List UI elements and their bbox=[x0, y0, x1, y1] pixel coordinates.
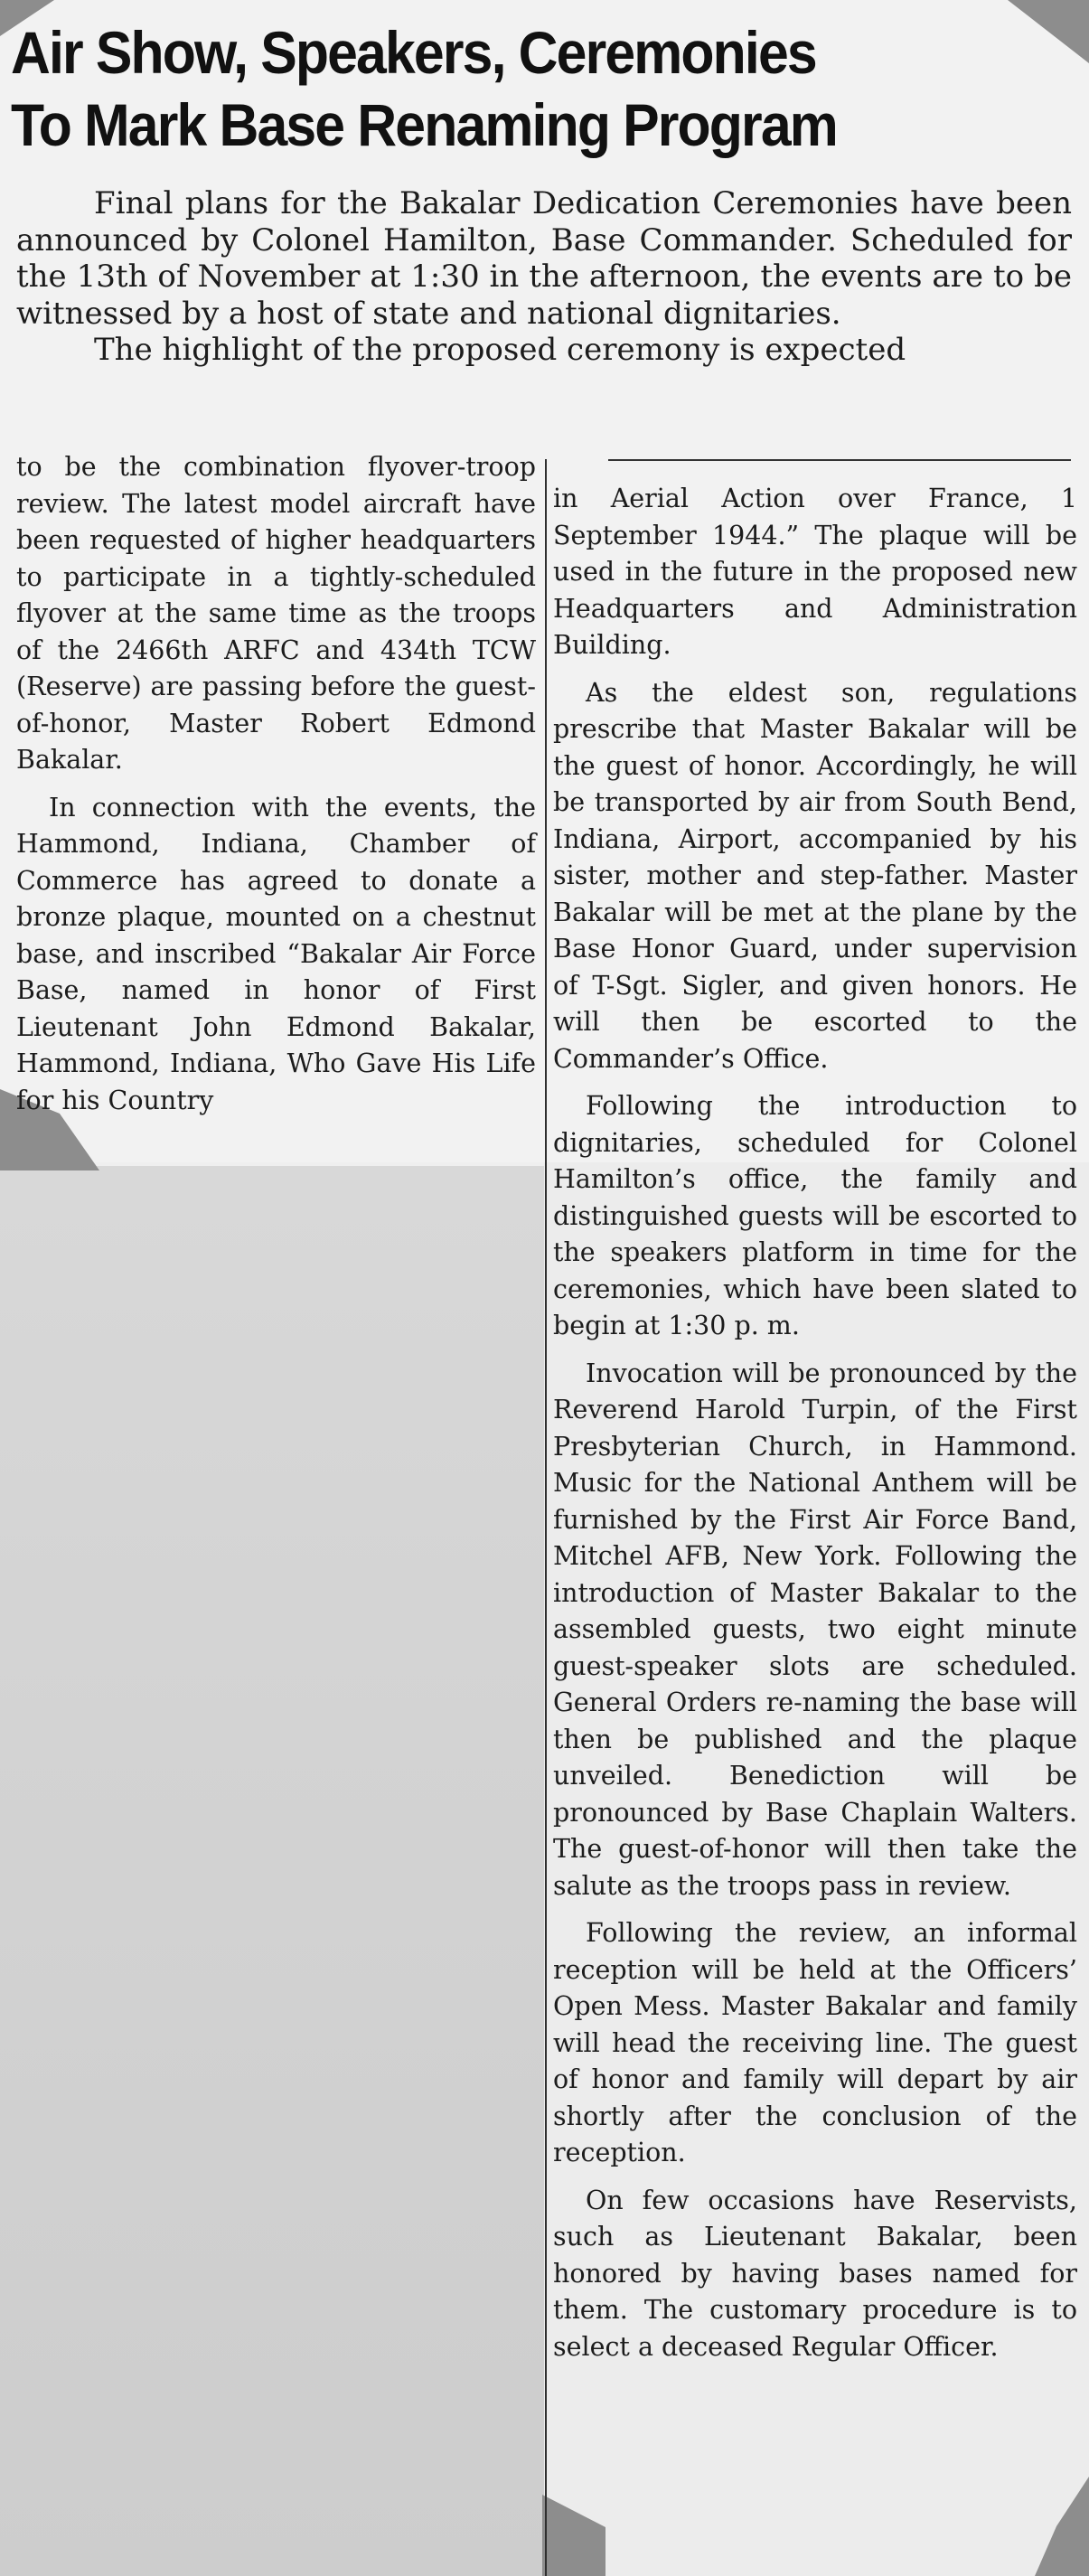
right-paragraph-5: Following the review, an informal reception will be held at the Officers’ Open Mess. Master Bakalar and family will head the receiving line. The guest of honor and family will depart by air shortly after the conclusion of the reception. bbox=[553, 1918, 1077, 2167]
right-paragraph-6: On few occasions have Reservists, such as Lieutenant Bakalar, been honored by having bases named for them. The customary procedure is to select a deceased Regular Officer. bbox=[553, 2185, 1077, 2362]
headline-line-2: To Mark Base Renaming Program bbox=[11, 91, 837, 158]
column-rule-vertical bbox=[545, 459, 547, 2576]
right-column bbox=[553, 481, 1077, 2376]
left-paragraph-2: In connection with the events, the Hammond, Indiana, Chamber of Commerce has agreed to donate a bronze plaque, mounted on a chestnut base, and inscribed “Bakalar Air Force Base, named in honor of First Lieutenant John Edmond Bakalar, Hammond, Indiana, Who Gave His Life for his Country bbox=[16, 792, 536, 1115]
left-column bbox=[16, 449, 536, 1130]
right-paragraph-1: in Aerial Action over France, 1 September 1944.” The plaque will be used in the future in the proposed new Headquarters and Administration Building. bbox=[553, 484, 1077, 660]
headline bbox=[11, 16, 992, 161]
left-paragraph-1: to be the combination flyover-troop review. The latest model aircraft have been requested of higher headquarters to participate in a tightly-scheduled flyover at the same time as the troops of the 2466th ARFC and 434th TCW (Reserve) are passing before the guest-of-honor, Master Robert Edmond Bakalar. bbox=[16, 452, 536, 775]
lead-paragraphs bbox=[16, 185, 1072, 369]
lead-paragraph-1: Final plans for the Bakalar Dedication Ceremonies have been announced by Colonel Hamilton, Base Commander. Scheduled for the 13th of November at 1:30 in the afternoon, the events are to be witnessed by a host of state and national dignitaries. bbox=[16, 185, 1072, 332]
right-paragraph-4: Invocation will be pronounced by the Reverend Harold Turpin, of the First Presbyterian Church, in Hammond. Music for the National Anthem will be furnished by the First Air Force Band, Mitchel AFB, New York. Following the introduction of Master Bakalar to the assembled guests, two eight minute guest-speaker slots are scheduled. General Orders re-naming the base will then be published and the plaque unveiled. Benediction will be pronounced by Base Chaplain Walters. The guest-of-honor will then take the salute as the troops pass in review. bbox=[553, 1358, 1077, 1901]
column-rule-horizontal bbox=[608, 459, 1071, 461]
right-paragraph-3: Following the introduction to dignitaries, scheduled for Colonel Hamilton’s office, the family and distinguished guests will be escorted to the speakers platform in time for the ceremonies, which have been slated to begin at 1:30 p. m. bbox=[553, 1091, 1077, 1340]
right-paragraph-2: As the eldest son, regulations prescribe that Master Bakalar will be the guest of honor. Accordingly, he will be transported by air from South Bend, Indiana, Airport, accompanied by his sister, mother and step-father. Master Bakalar will be met at the plane by the Base Honor Guard, under supervision of T-Sgt. Sigler, and given honors. He will then be escorted to the Commander’s Office. bbox=[553, 677, 1077, 1074]
headline-line-1: Air Show, Speakers, Ceremonies bbox=[11, 19, 816, 86]
lead-paragraph-2: The highlight of the proposed ceremony is expected bbox=[94, 332, 906, 368]
